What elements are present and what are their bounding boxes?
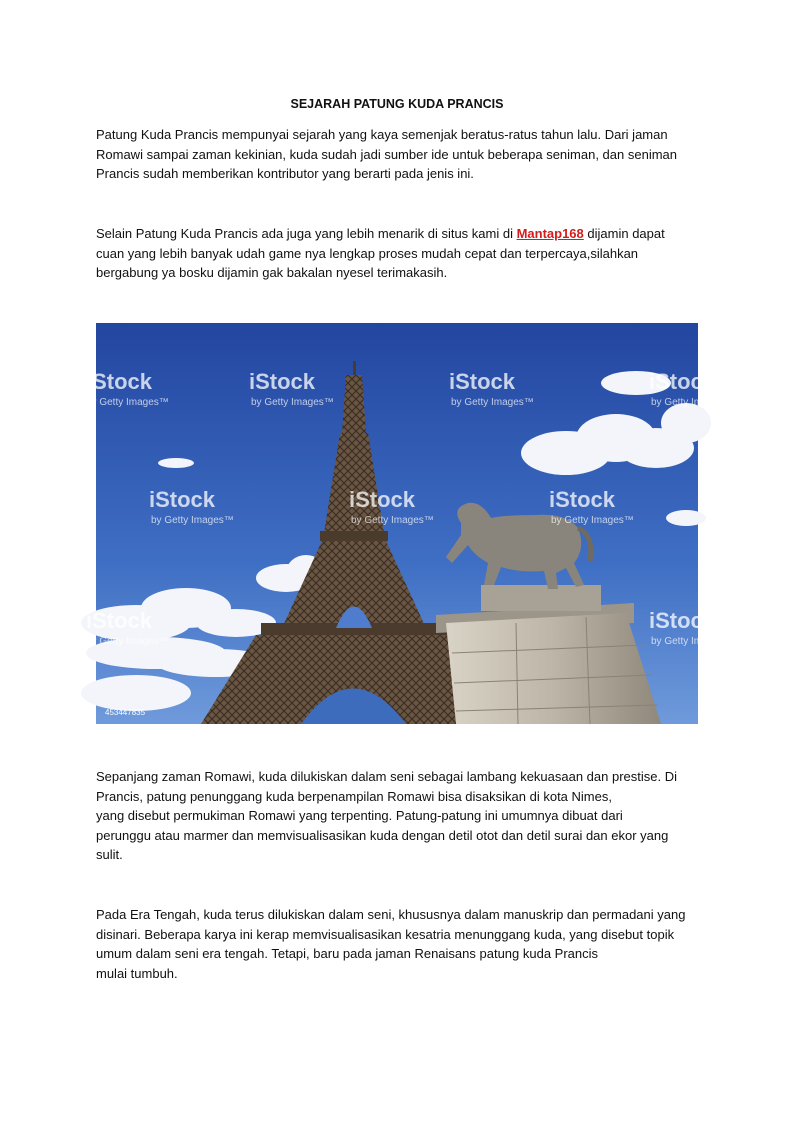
watermark-sub: by Getty Images™: [551, 515, 634, 526]
watermark-sub: by Getty Images: [651, 636, 724, 647]
medieval-line: umum dalam seni era tengah. Tetapi, baru pada jaman Renaisans patung kuda Prancis: [96, 946, 599, 961]
roman-line: Prancis, patung penunggang kuda berpenampilan Romawi bisa disaksikan di kota Nimes,: [96, 788, 612, 804]
promo-text-after: dijamin dapat: [583, 226, 665, 241]
mantap168-link[interactable]: Mantap168: [516, 226, 584, 241]
watermark-sub: by Getty Images: [651, 397, 724, 408]
watermark-logo: iStock: [249, 369, 316, 394]
watermark-sub: by Getty Images™: [151, 515, 234, 526]
watermark-logo: iStock: [649, 369, 716, 394]
medieval-line: mulai tumbuh.: [96, 965, 178, 981]
watermark-logo: iStock: [149, 487, 216, 512]
roman-line: yang disebut permukiman Romawi yang terpenting. Patung-patung ini umumnya dibuat dari: [96, 808, 623, 823]
watermark-sub: by Getty Images™: [351, 515, 434, 526]
promo-text-before: Selain Patung Kuda Prancis ada juga yang lebih menarik di situs kami di: [96, 226, 517, 241]
intro-line: Romawi sampai zaman kekinian, kuda sudah jadi sumber ide untuk beberapa seniman, dan seniman: [96, 146, 678, 162]
document-title: SEJARAH PATUNG KUDA PRANCIS: [290, 97, 504, 111]
watermark-sub: by Getty Images™: [86, 397, 169, 408]
watermark-sub: by Getty Images™: [451, 397, 534, 408]
roman-line: sulit.: [96, 847, 123, 862]
intro-paragraph: [96, 125, 700, 184]
intro-line: Prancis sudah memberikan kontributor yang berarti pada jenis ini.: [96, 166, 474, 181]
roman-paragraph: [96, 767, 700, 865]
promo-line: bergabung ya bosku dijamin gak bakalan nyesel terimakasih.: [96, 265, 448, 280]
roman-line: Sepanjang zaman Romawi, kuda dilukiskan dalam seni sebagai lambang kekuasaan dan prestise. Di: [96, 769, 678, 784]
watermark-logo: iStock: [649, 608, 716, 633]
promo-line: cuan yang lebih banyak udah game nya lengkap proses mudah cepat dan terpercaya,silahkan: [96, 245, 639, 261]
medieval-line: disinari. Beberapa karya ini kerap memvisualisasikan kesatria menunggang kuda, yang disebut topik: [96, 926, 675, 942]
watermark-sub: by Getty Images™: [251, 397, 334, 408]
watermark-logo: iStock: [86, 608, 153, 633]
image-id: 453447835: [105, 708, 146, 717]
watermark-logo: iStock: [449, 369, 516, 394]
eiffel-horse-photo: [86, 323, 724, 724]
watermark-sub: by Getty Images™: [86, 636, 169, 647]
watermark-logo: iStock: [549, 487, 616, 512]
watermark-logo: iStock: [86, 369, 153, 394]
watermark-logo: iStock: [349, 487, 416, 512]
promo-line: [96, 224, 700, 244]
intro-line: Patung Kuda Prancis mempunyai sejarah yang kaya semenjak beratus-ratus tahun lalu. Dari jaman: [96, 127, 668, 142]
promo-paragraph: [96, 224, 700, 283]
medieval-paragraph: [96, 905, 700, 983]
roman-line: perunggu atau marmer dan memvisualisasikan kuda dengan detil otot dan detil surai dan ekor yang: [96, 827, 669, 843]
medieval-line: Pada Era Tengah, kuda terus dilukiskan dalam seni, khususnya dalam manuskrip dan permadani yang: [96, 907, 686, 922]
